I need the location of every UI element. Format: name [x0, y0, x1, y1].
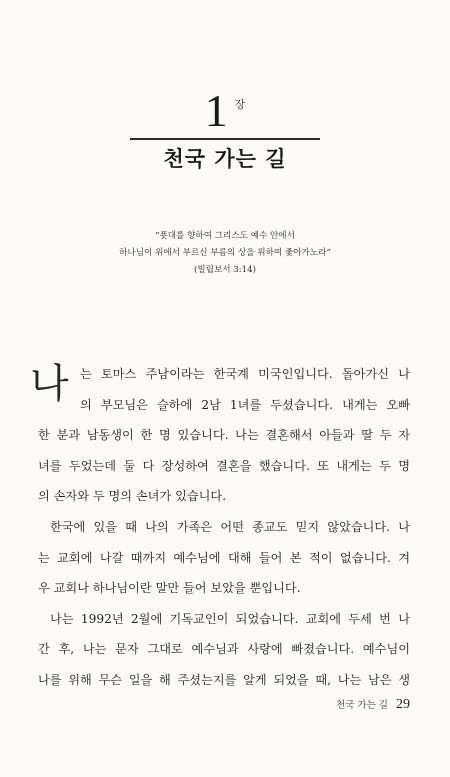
page-footer — [336, 697, 410, 713]
chapter-heading — [0, 85, 450, 136]
epigraph-line: 하나님이 위에서 부르신 부름의 상을 위하여 좇아가노라” — [119, 248, 331, 258]
chapter-number: 1 — [204, 85, 229, 136]
text-line: 한국에 있을 때 나의 가족은 어떤 종교도 믿지 않았습니다. 나 — [50, 519, 410, 534]
text-line: 한 분과 남동생이 한 명 있습니다. 나는 결혼해서 아들과 딸 두 자 — [38, 428, 410, 443]
text-line: 의 부모님은 슬하에 2남 1녀를 두셨습니다. 내게는 오빠 — [80, 397, 410, 412]
text-line: 간 후, 나는 문자 그대로 예수님과 사랑에 빠졌습니다. 예수님이 — [38, 642, 410, 657]
text-line: 나를 위해 무슨 일을 해 주셨는지를 알게 되었을 때, 나는 남은 생 — [38, 672, 410, 687]
epigraph — [0, 228, 450, 279]
chapter-title: 천국 가는 길 — [163, 147, 287, 171]
text-line: 의 손자와 두 명의 손녀가 있습니다. — [38, 489, 227, 504]
text-line: 나는 1992년 2월에 기독교인이 되었습니다. 교회에 두세 번 나 — [50, 611, 410, 626]
text-line: 녀를 두었는데 둘 다 장성하여 결혼을 했습니다. 또 내게는 두 명 — [38, 458, 410, 473]
text-line: 우 교회나 하나님이란 말만 들어 보았을 뿐입니다. — [38, 581, 301, 596]
epigraph-line: “푯대를 향하여 그리스도 예수 안에서 — [155, 231, 295, 241]
running-title: 천국 가는 길 — [336, 700, 388, 711]
text-line: 는 토마스 주남이라는 한국계 미국인입니다. 돌아가신 나 — [80, 367, 410, 381]
body-text — [38, 359, 410, 696]
drop-cap: 나 — [30, 361, 69, 407]
page-number: 29 — [396, 697, 410, 712]
epigraph-reference: (빌립보서 3:14) — [194, 265, 256, 275]
text-line: 는 교회에 나갈 때까지 예수님에 대해 들어 본 적이 없습니다. 겨 — [38, 550, 410, 565]
title-divider — [130, 138, 320, 140]
chapter-unit-label: 장 — [234, 98, 246, 111]
